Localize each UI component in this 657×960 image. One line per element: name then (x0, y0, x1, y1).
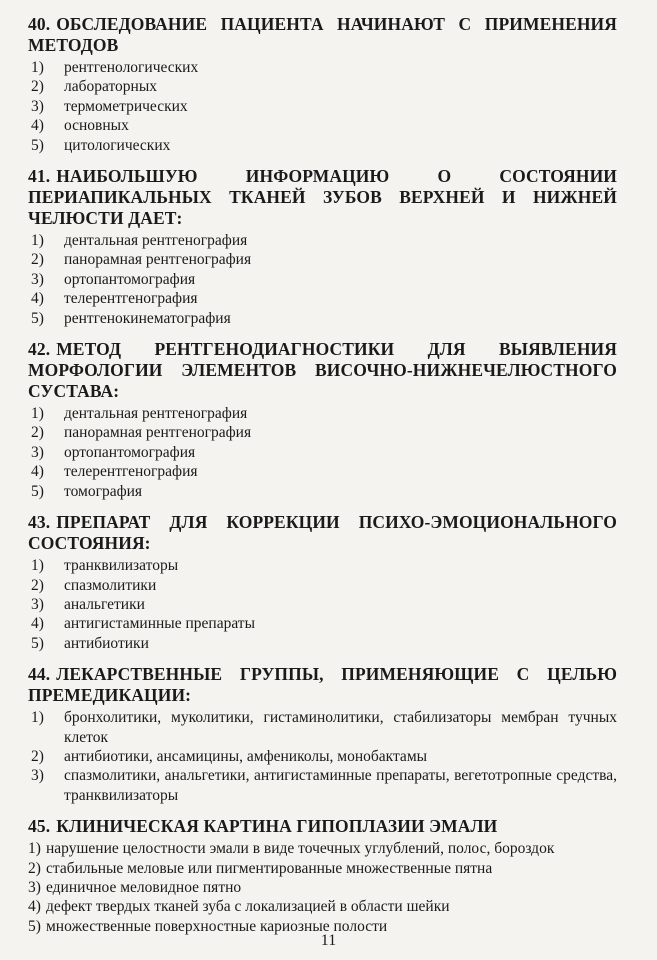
answer-option (28, 423, 617, 442)
option-text: спазмолитики (64, 576, 157, 594)
option-text: телерентгенография (64, 290, 198, 308)
option-text: нарушение целостности эмали в виде точечных углублений, полос, бороздок (46, 840, 555, 858)
question-40 (28, 14, 617, 155)
question-text: ПРЕПАРАТ ДЛЯ КОРРЕКЦИИ ПСИХО-ЭМОЦИОНАЛЬНОГО СОСТОЯНИЯ: (28, 512, 617, 554)
option-number: 1) (31, 709, 44, 727)
option-number: 1) (28, 840, 41, 858)
question-text: КЛИНИЧЕСКАЯ КАРТИНА ГИПОПЛАЗИИ ЭМАЛИ (56, 816, 498, 837)
question-title (28, 339, 617, 402)
option-text: цитологических (64, 136, 171, 154)
answer-option (28, 462, 617, 481)
question-text: ОБСЛЕДОВАНИЕ ПАЦИЕНТА НАЧИНАЮТ С ПРИМЕНЕНИЯ МЕТОДОВ (28, 14, 617, 55)
option-number: 5) (31, 309, 44, 327)
question-text: МЕТОД РЕНТГЕНОДИАГНОСТИКИ ДЛЯ ВЫЯВЛЕНИЯ МОРФОЛОГИИ ЭЛЕМЕНТОВ ВИСОЧНО-НИЖНЕЧЕЛЮСТНОГО СУСТАВА: (28, 339, 617, 402)
answer-option (28, 556, 617, 575)
option-text: антибиотики (64, 634, 149, 652)
question-45 (28, 816, 617, 936)
answer-option (28, 897, 617, 916)
answer-option (28, 595, 617, 614)
answer-option (28, 878, 617, 897)
answer-option (28, 614, 617, 633)
answer-option (28, 708, 617, 747)
question-text: ЛЕКАРСТВЕННЫЕ ГРУППЫ, ПРИМЕНЯЮЩИЕ С ЦЕЛЬЮ ПРЕМЕДИКАЦИИ: (28, 664, 617, 706)
question-number: 40. (28, 14, 51, 34)
question-number: 41. (28, 166, 51, 187)
option-number: 3) (31, 767, 44, 785)
answer-options (28, 231, 617, 328)
option-text: лабораторных (64, 78, 158, 96)
answer-options (28, 404, 617, 501)
option-number: 4) (31, 463, 44, 481)
option-text: ортопантомография (64, 270, 196, 288)
option-number: 4) (31, 117, 44, 135)
question-41 (28, 166, 617, 328)
answer-option (28, 231, 617, 250)
option-number: 4) (28, 898, 41, 916)
answer-option (28, 404, 617, 423)
answer-option (28, 58, 617, 77)
option-text: рентгенологических (64, 59, 199, 76)
answer-option (28, 747, 617, 766)
option-text: рентгенокинематография (64, 309, 231, 327)
option-text: дентальная рентгенография (64, 232, 248, 250)
option-text: единичное меловидное пятно (46, 878, 242, 896)
option-number: 1) (31, 557, 44, 575)
question-number: 45. (28, 816, 51, 837)
answer-option (28, 136, 617, 155)
option-number: 1) (31, 232, 44, 250)
answer-option (28, 309, 617, 328)
option-text: бронхолитики, муколитики, гистаминолитики, стабилизаторы мембран тучных клеток (64, 709, 617, 746)
option-number: 2) (31, 576, 44, 594)
option-number: 3) (31, 97, 44, 115)
option-number: 2) (31, 747, 44, 765)
question-title (28, 664, 617, 706)
question-44 (28, 664, 617, 805)
question-title (28, 14, 617, 56)
answer-options (28, 58, 617, 155)
question-title (28, 512, 617, 554)
answer-option (28, 289, 617, 308)
question-title (28, 816, 617, 837)
question-43 (28, 512, 617, 653)
answer-option (28, 270, 617, 289)
answer-options (28, 708, 617, 805)
option-text: спазмолитики, анальгетики, антигистаминные препараты, вегетотропные средства, транквилизаторы (64, 767, 617, 804)
answer-option (28, 839, 617, 858)
option-text: основных (64, 117, 129, 135)
option-number: 3) (31, 595, 44, 613)
option-text: ортопантомография (64, 443, 196, 461)
option-number: 2) (31, 424, 44, 442)
option-text: антибиотики, ансамицины, амфениколы, монобактамы (64, 747, 428, 765)
option-number: 4) (31, 615, 44, 633)
question-number: 42. (28, 339, 51, 360)
answer-option (28, 116, 617, 135)
answer-option (28, 576, 617, 595)
answer-option (28, 634, 617, 653)
option-text: дефект твердых тканей зуба с локализацией в области шейки (46, 898, 450, 916)
option-text: транквилизаторы (64, 557, 179, 575)
option-text: телерентгенография (64, 463, 198, 481)
option-text: множественные поверхностные кариозные полости (46, 917, 388, 935)
option-text: термометрических (64, 97, 188, 115)
option-text: панорамная рентгенография (64, 251, 252, 269)
option-number: 1) (31, 405, 44, 423)
question-number: 44. (28, 664, 51, 685)
option-number: 4) (31, 290, 44, 308)
question-42 (28, 339, 617, 501)
option-number: 5) (31, 136, 44, 154)
answer-option (28, 77, 617, 96)
option-number: 3) (31, 270, 44, 288)
question-text: НАИБОЛЬШУЮ ИНФОРМАЦИЮ О СОСТОЯНИИ ПЕРИАПИКАЛЬНЫХ ТКАНЕЙ ЗУБОВ ВЕРХНЕЙ И НИЖНЕЙ ЧЕЛЮСТИ ДАЕТ: (28, 166, 617, 229)
answer-options (28, 556, 617, 653)
option-number: 3) (28, 878, 41, 896)
answer-option (28, 859, 617, 878)
option-text: анальгетики (64, 595, 145, 613)
option-text: дентальная рентгенография (64, 405, 248, 423)
option-text: стабильные меловые или пигментированные множественные пятна (46, 859, 493, 877)
option-text: панорамная рентгенография (64, 424, 252, 442)
option-number: 3) (31, 443, 44, 461)
option-text: антигистаминные препараты (64, 615, 255, 633)
option-number: 2) (31, 251, 44, 269)
option-number: 1) (31, 59, 44, 76)
option-number: 5) (28, 917, 41, 935)
answer-option (28, 443, 617, 462)
question-number: 43. (28, 512, 51, 533)
question-title (28, 166, 617, 229)
answer-option (28, 766, 617, 805)
option-number: 2) (31, 78, 44, 96)
option-number: 5) (31, 482, 44, 500)
answer-option (28, 97, 617, 116)
answer-option (28, 250, 617, 269)
option-text: томография (64, 482, 143, 500)
option-number: 2) (28, 859, 41, 877)
option-number: 5) (31, 634, 44, 652)
page-number: 11 (320, 932, 337, 949)
answer-option (28, 482, 617, 501)
answer-options (28, 839, 617, 936)
